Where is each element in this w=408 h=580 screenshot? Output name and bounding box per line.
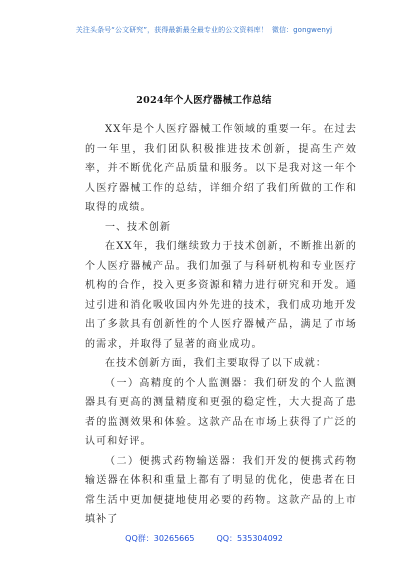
top-banner	[0, 25, 408, 35]
document-title: 2024年个人医疗器械工作总结	[136, 95, 272, 106]
paragraph: （二）便携式药物输送器：我们开发的便携式药物输送器在体积和重量上都有了明显的优化，使患者在日常生活中更加便捷地使用必要的药物。这款产品的上市填补了	[85, 455, 357, 525]
section-heading: 一、技术创新	[105, 221, 171, 233]
document-body	[85, 120, 357, 530]
paragraph: 在XX年，我们继续致力于技术创新，不断推出新的个人医疗器械产品。我们加强了与科研机构和专业医疗机构的合作，投入更多资源和精力进行研究和开发。通过引进和消化吸收国内外先进的技术，我们成功地开发出了多款具有创新性的个人医疗器械产品，满足了市场的需求，并取得了显著的商业成功。	[85, 241, 357, 350]
paragraph-intro: XX年是个人医疗器械工作领域的重要一年。在过去的一年里，我们团队积极推进技术创新，提高生产效率，并不断优化产品质量和服务。以下是我对这一年个人医疗器械工作的总结，详细介绍了我们所做的工作和取得的成绩。	[85, 124, 357, 213]
footer-qq-group: QQ群：30265665	[125, 534, 195, 543]
paragraph: （一）高精度的个人监测器：我们研发的个人监测器具有更高的测量精度和更强的稳定性，大大提高了患者的监测效果和体验。这款产品在市场上获得了广泛的认可和好评。	[85, 377, 357, 447]
paragraph: 在技术创新方面，我们主要取得了以下成就：	[105, 358, 327, 369]
banner-wechat: 微信：gongwenyj	[271, 26, 333, 34]
footer-qq: QQ：535304092	[216, 534, 283, 543]
footer-contact	[0, 533, 408, 544]
banner-text: 关注头条号“公文研究”，获得最新最全最专业的公文资料库！	[75, 26, 268, 34]
